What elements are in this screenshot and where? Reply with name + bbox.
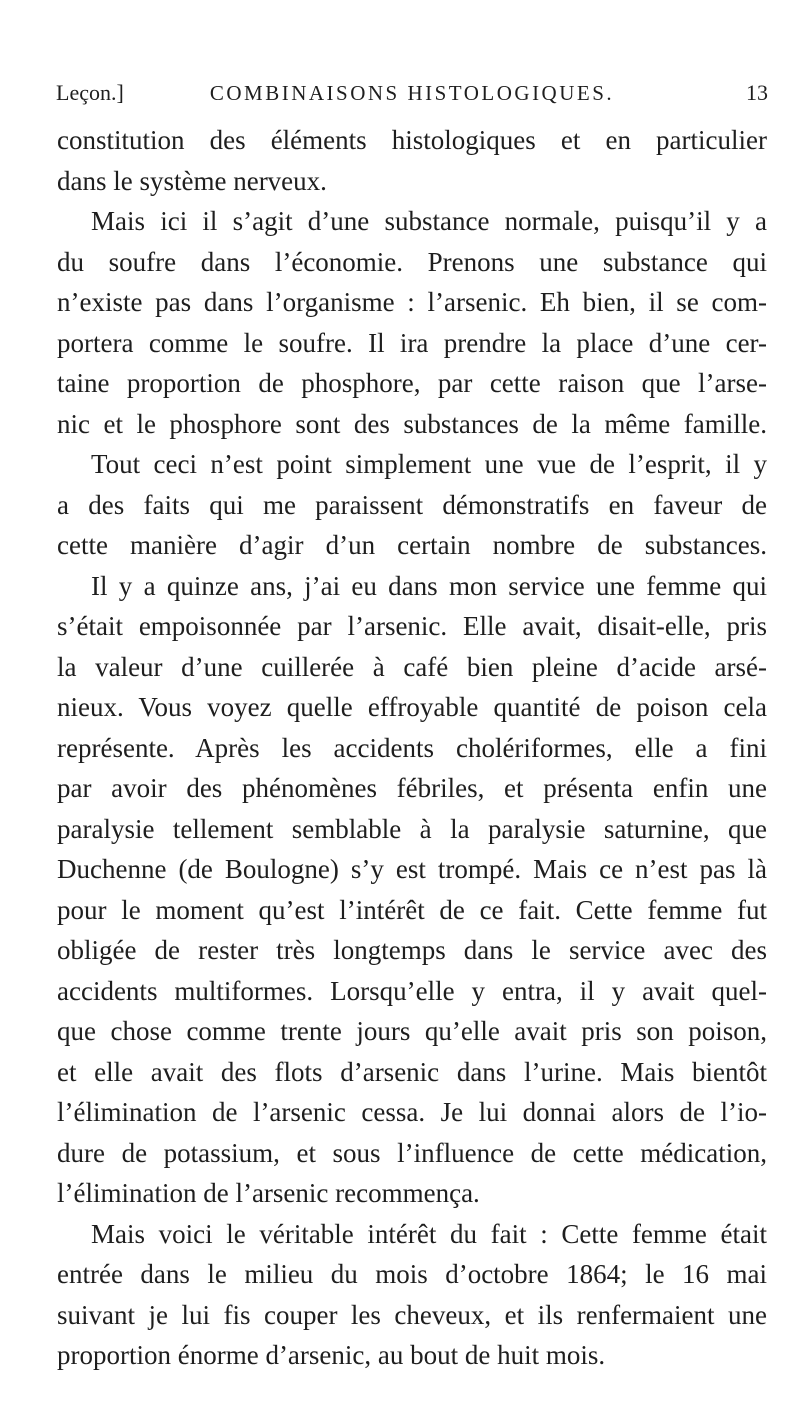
text-line: que chose comme trente jours qu’elle avait pris son poison,: [57, 1016, 767, 1046]
text-line: dure de potassium, et sous l’influence de cette médication,: [57, 1137, 767, 1168]
running-head-lesson: Leçon.]: [56, 80, 124, 105]
text-line: Mais voici le véritable intérêt du fait : Cette femme était: [91, 1218, 767, 1249]
text-line: Mais ici il s’agit d’une substance normale, puisqu’il y a: [91, 206, 767, 236]
text-line: taine proportion de phosphore, par cette raison que l’arse-: [57, 368, 767, 398]
text-line: entrée dans le milieu du mois d’octobre 1864; le 16 mai: [57, 1259, 767, 1289]
text-line: Il y a quinze ans, j’ai eu dans mon service une femme qui: [91, 570, 767, 601]
text-line: Tout ceci n’est point simplement une vue de l’esprit, il y: [91, 449, 767, 479]
text-line: Duchenne (de Boulogne) s’y est trompé. Mais ce n’est pas là: [57, 854, 767, 884]
body-text: [57, 120, 767, 1376]
text-line: et elle avait des flots d’arsenic dans l’urine. Mais bientôt: [57, 1056, 767, 1087]
text-line: nic et le phosphore sont des substances de la même famille.: [57, 408, 767, 439]
text-line: par avoir des phénomènes fébriles, et présenta enfin une: [57, 773, 767, 803]
running-head-title: COMBINAISONS HISTOLOGIQUES.: [209, 81, 615, 105]
text-line: portera comme le soufre. Il ira prendre la place d’une cer-: [57, 327, 767, 358]
text-line: n’existe pas dans l’organisme : l’arsenic. Eh bien, il se com-: [57, 287, 767, 317]
text-line: constitution des éléments histologiques et en particulier: [57, 125, 767, 155]
text-line: suivant je lui fis couper les cheveux, et ils renfermaient une: [57, 1299, 767, 1330]
text-line: obligée de rester très longtemps dans le service avec des: [57, 935, 767, 965]
text-line: l’élimination de l’arsenic recommença.: [57, 1178, 480, 1208]
text-line: pour le moment qu’est l’intérêt de ce fait. Cette femme fut: [57, 894, 767, 925]
text-line: représente. Après les accidents cholériformes, elle a fini: [57, 732, 767, 763]
text-line: cette manière d’agir d’un certain nombre de substances.: [57, 530, 767, 560]
text-line: nieux. Vous voyez quelle effroyable quantité de poison cela: [57, 692, 767, 722]
page-number: 13: [746, 80, 768, 105]
text-line: accidents multiformes. Lorsqu’elle y entra, il y avait quel-: [57, 975, 767, 1006]
text-line: du soufre dans l’économie. Prenons une substance qui: [57, 246, 767, 277]
text-line: a des faits qui me paraissent démonstratifs en faveur de: [57, 489, 767, 520]
text-line: la valeur d’une cuillerée à café bien pleine d’acide arsé-: [57, 651, 767, 682]
running-head: [56, 76, 768, 110]
text-line: proportion énorme d’arsenic, au bout de huit mois.: [57, 1340, 606, 1370]
text-line: s’était empoisonnée par l’arsenic. Elle avait, disait-elle, pris: [57, 611, 767, 641]
text-line: dans le système nerveux.: [57, 165, 327, 196]
text-line: paralysie tellement semblable à la paralysie saturnine, que: [57, 813, 767, 844]
text-line: l’élimination de l’arsenic cessa. Je lui donnai alors de l’io-: [57, 1097, 767, 1127]
